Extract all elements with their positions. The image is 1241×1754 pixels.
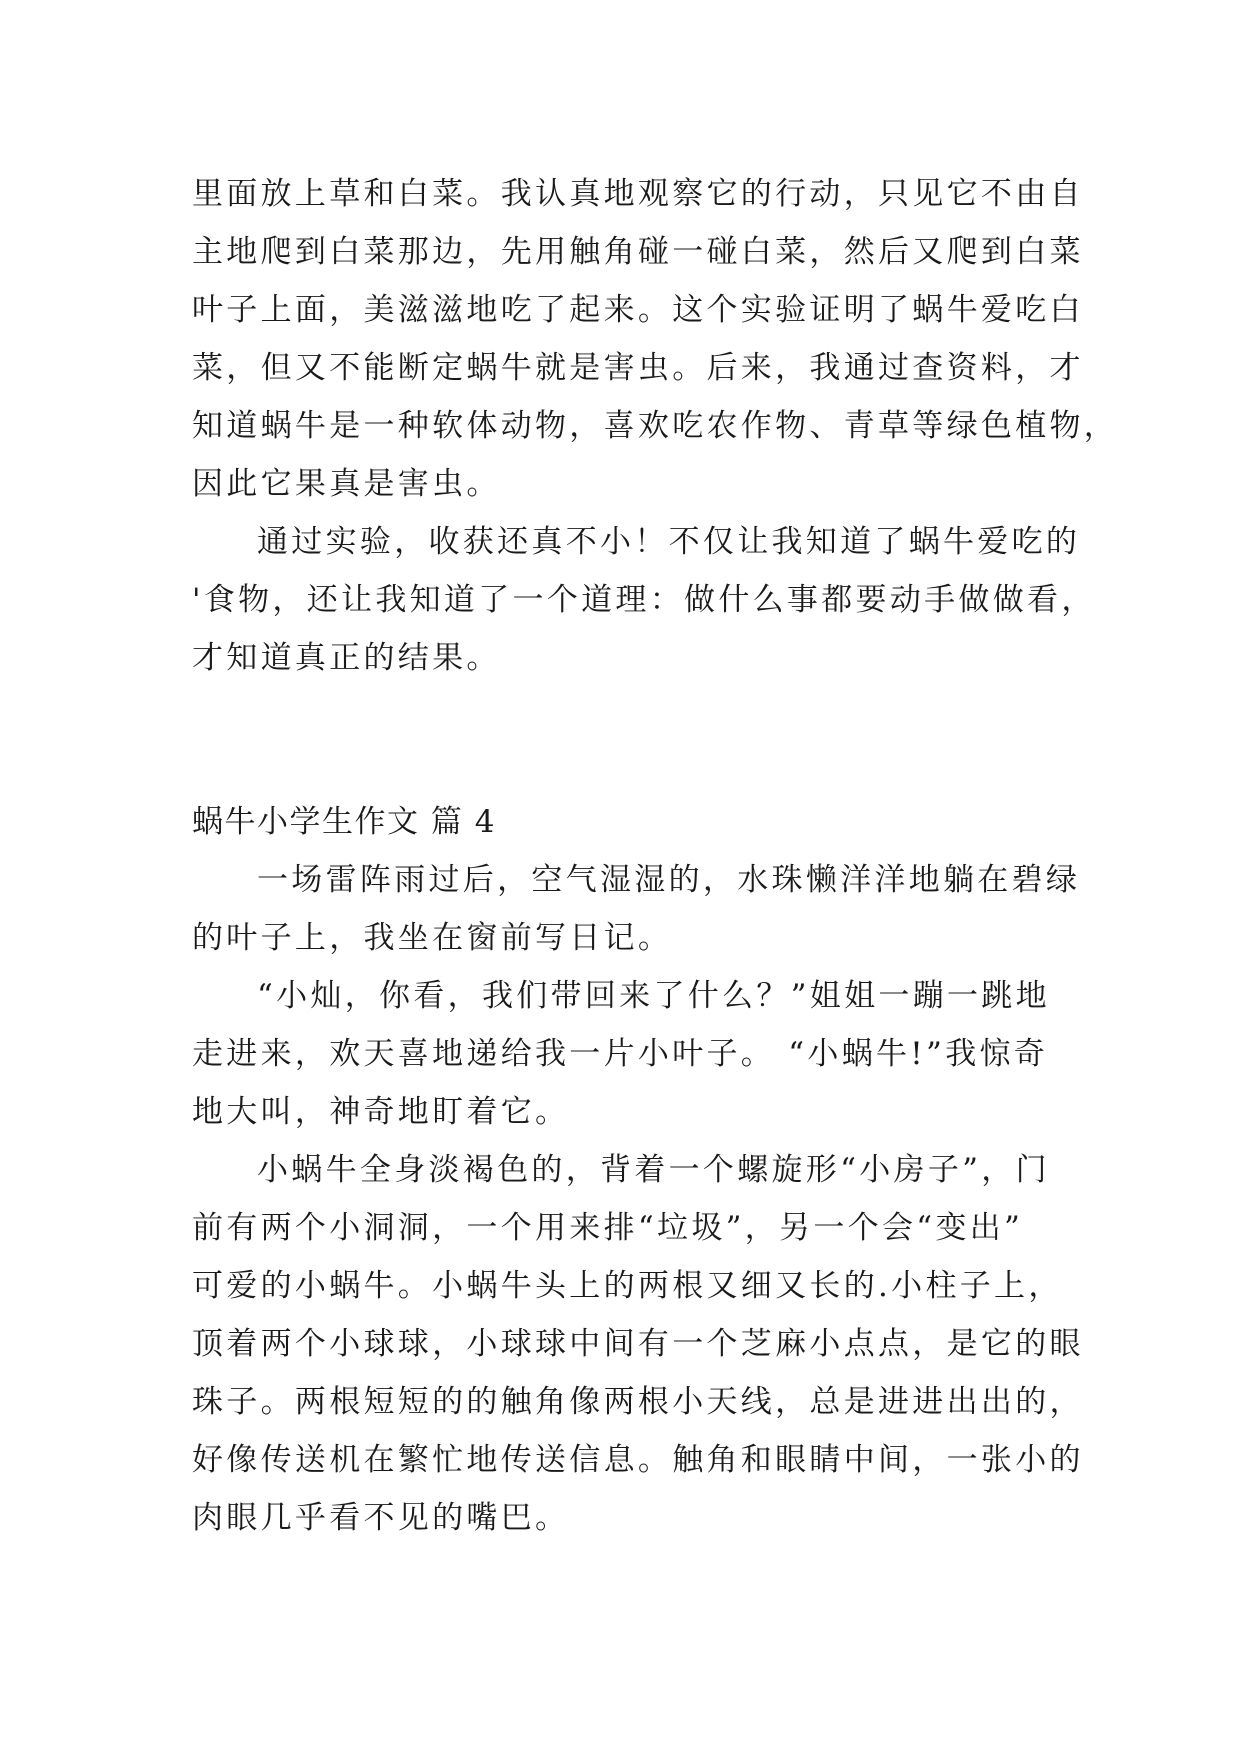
text-line: 叶子上面，美滋滋地吃了起来。这个实验证明了蜗牛爱吃白 [192, 292, 1084, 328]
text-line: 顶着两个小球球，小球球中间有一个芝麻小点点，是它的眼 [192, 1326, 1084, 1362]
text-line: 因此它果真是害虫。 [192, 466, 501, 502]
text-line: 知道蜗牛是一种软体动物，喜欢吃农作物、青草等绿色植物， [192, 408, 1119, 444]
text-line: 可爱的小蜗牛。小蜗牛头上的两根又细又长的.小柱子上， [192, 1268, 1063, 1304]
text-line: “小灿，你看，我们带回来了什么？”姐姐一蹦一跳地 [257, 978, 1050, 1014]
text-line: 好像传送机在繁忙地传送信息。触角和眼睛中间，一张小的 [192, 1442, 1084, 1478]
text-line: 地大叫，神奇地盯着它。 [192, 1094, 570, 1130]
text-line: 前有两个小洞洞，一个用来排“垃圾”，另一个会“变出” [192, 1210, 1024, 1246]
text-line: 一场雷阵雨过后，空气湿湿的，水珠懒洋洋地躺在碧绿 [257, 862, 1081, 898]
text-line: 的叶子上，我坐在窗前写日记。 [192, 920, 673, 956]
section-heading: 蜗牛小学生作文 篇 4 [192, 804, 496, 840]
text-line: 里面放上草和白菜。我认真地观察它的行动，只见它不由自 [192, 176, 1084, 212]
text-line: '食物，还让我知道了一个道理：做什么事都要动手做做看， [192, 582, 1096, 618]
text-line: 菜，但又不能断定蜗牛就是害虫。后来，我通过查资料，才 [192, 350, 1084, 386]
text-line: 通过实验，收获还真不小！不仅让我知道了蜗牛爱吃的 [257, 524, 1081, 560]
text-line: 才知道真正的结果。 [192, 640, 501, 676]
text-line: 主地爬到白菜那边，先用触角碰一碰白菜，然后又爬到白菜 [192, 234, 1084, 270]
text-line: 小蜗牛全身淡褐色的，背着一个螺旋形“小房子”，门 [257, 1152, 1050, 1188]
text-line: 肉眼几乎看不见的嘴巴。 [192, 1500, 570, 1536]
text-line: 走进来，欢天喜地递给我一片小叶子。 “小蜗牛!”我惊奇 [192, 1036, 1049, 1072]
text-line: 珠子。两根短短的的触角像两根小天线，总是进进出出的， [192, 1384, 1084, 1420]
